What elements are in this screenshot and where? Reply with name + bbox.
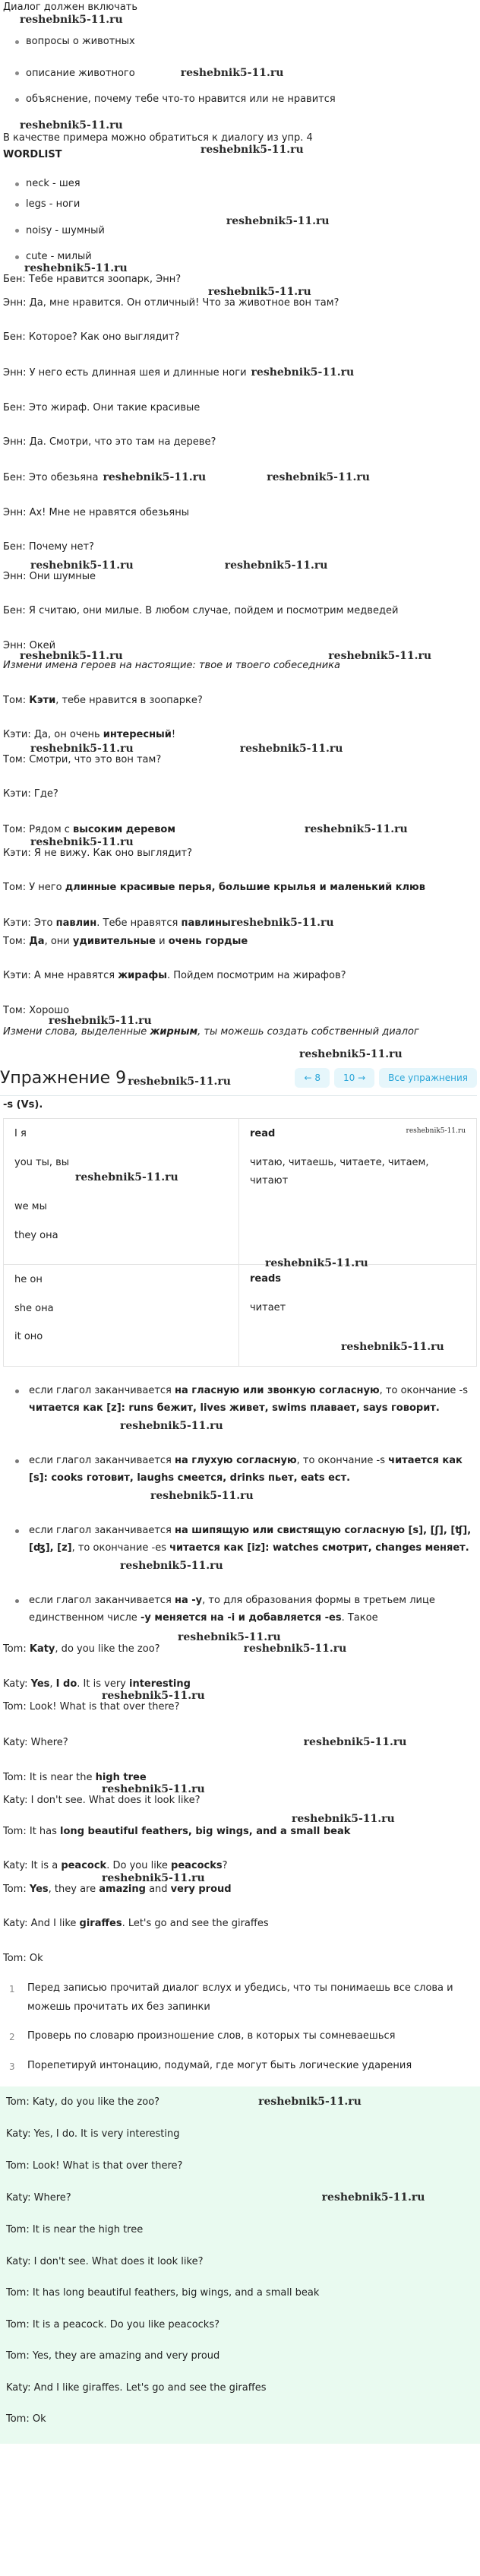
dialog-line: Бен: Это жираф. Они такие красивые — [3, 401, 201, 413]
conjugation-table — [3, 1118, 477, 1367]
pronoun: I я — [14, 1128, 27, 1140]
dialog-line: Энн: Да. Смотри, что это там на дереве? — [3, 436, 216, 448]
table-cell — [239, 1119, 477, 1265]
watermark: reshebnik5-11.ru — [341, 1341, 444, 1354]
dialog-line: Энн: Ах! Мне не нравятся обезьяны — [3, 506, 189, 518]
dialog-line: Энн: Окей — [3, 639, 56, 651]
dialog-line: Tom: Ok — [6, 2413, 46, 2425]
pronoun: we мы — [14, 1201, 47, 1213]
watermark: reshebnik5-11.ru — [292, 1812, 395, 1825]
watermark: reshebnik5-11.ru — [303, 1735, 407, 1748]
list-item: 2 Проверь по словарю произношение слов, в которых ты сомневаешься — [9, 2030, 396, 2043]
list-item: описание животного reshebnik5-11.ru — [15, 65, 477, 81]
table-cell — [239, 1257, 477, 1367]
dialog-line: Том: У него длинные красивые перья, большие крылья и маленький клюв — [3, 882, 425, 893]
watermark: reshebnik5-11.ru — [258, 2096, 362, 2109]
dialog-line: Tom: Katy, do you like the zoo? reshebnik5-11.ru — [3, 1641, 477, 1657]
watermark: reshebnik5-11.ru — [251, 366, 355, 379]
instruction: Измени слова, выделенные жирным, ты можешь создать собственный диалог — [3, 1026, 419, 1038]
dialog-line: Tom: Yes, they are amazing and very proud — [3, 1883, 232, 1895]
dialog-line: Tom: Katy, do you like the zoo? reshebnik5-11.ru — [6, 2094, 474, 2110]
watermark: reshebnik5-11.ru — [120, 1420, 223, 1433]
watermark: reshebnik5-11.ru — [30, 559, 134, 572]
wordlist-title: WORDLIST — [3, 149, 62, 160]
watermark: reshebnik5-11.ru — [265, 1257, 368, 1270]
exercise-title: Упражнение 9 — [0, 1068, 127, 1088]
dialog-line: Tom: Ok — [3, 1952, 43, 1964]
watermark: reshebnik5-11.ru — [406, 1127, 466, 1136]
steps-list — [3, 1979, 477, 2076]
intro-title: Диалог должен включать — [3, 2, 138, 13]
watermark: reshebnik5-11.ru — [328, 650, 431, 662]
dialog-line: Кэти: Это павлин. Тебе нравятся павлиныreshebnik5-11.ru — [3, 915, 477, 931]
dialog-line: Tom: Look! What is that over there? — [3, 1701, 180, 1713]
list-item: legs - ноги — [15, 197, 477, 212]
translation: читает — [250, 1301, 286, 1313]
grammar-note: -s (Vs). — [3, 1098, 43, 1111]
watermark: reshebnik5-11.ru — [20, 13, 123, 26]
dialog-line: Бен: Это обезьяна reshebnik5-11.ru reshebnik5-11.ru — [3, 470, 477, 486]
dialog-line: Энн: У него есть длинная шея и длинные ноги reshebnik5-11.ru — [3, 365, 477, 381]
dialog-line: Katy: Where? reshebnik5-11.ru — [3, 1735, 477, 1751]
list-item: cute - милый — [15, 249, 477, 265]
dialog-line: Katy: Where? reshebnik5-11.ru — [6, 2190, 474, 2206]
list-item: если глагол заканчивается на -y, то для образования формы в третьем лице единственном числе -y меняется на -i и добавляется -es. Такое — [14, 1592, 477, 1630]
dialog-line: Katy: I don't see. What does it look like? — [3, 1795, 201, 1807]
example-note: В качестве примера можно обратиться к диалогу из упр. 4 — [3, 131, 313, 144]
rules-list — [3, 1382, 477, 1630]
intro-list — [3, 34, 477, 107]
dialog-line: Tom: It has long beautiful feathers, big wings, and a small beak — [6, 2287, 320, 2299]
watermark: reshebnik5-11.ru — [201, 144, 304, 156]
list-item: noisy - шумныйreshebnik5-11.ru — [15, 223, 477, 239]
watermark: reshebnik5-11.ru — [226, 214, 330, 227]
watermark: reshebnik5-11.ru — [20, 650, 123, 662]
all-exercises-button[interactable]: Все упражнения — [379, 1068, 477, 1088]
pronoun: he он — [14, 1274, 43, 1286]
list-item: neck - шея — [15, 176, 477, 192]
watermark: reshebnik5-11.ru — [102, 1690, 205, 1703]
dialog-line: Кэти: Я не вижу. Как оно выглядит? — [3, 847, 192, 859]
dialog-line: Katy: Yes, I do. It is very interesting — [6, 2128, 180, 2140]
watermark: reshebnik5-11.ru — [230, 916, 334, 929]
watermark: reshebnik5-11.ru — [243, 1642, 347, 1655]
dialog-line: Бен: Которое? Как оно выглядит? — [3, 331, 180, 343]
dialog-line: Том: Рядом с высоким деревом reshebnik5-11.ru — [3, 822, 477, 838]
next-exercise-button[interactable]: 10 → — [334, 1068, 374, 1088]
watermark: reshebnik5-11.ru — [49, 1015, 152, 1027]
dialog-line: Том: Хорошо — [3, 1004, 70, 1016]
watermark: reshebnik5-11.ru — [224, 559, 328, 572]
prev-exercise-button[interactable]: ← 8 — [295, 1068, 330, 1088]
watermark: reshebnik5-11.ru — [24, 262, 128, 274]
dialog-line: Том: Смотри, что это вон там? — [3, 753, 162, 765]
list-item: 1 Перед записью прочитай диалог вслух и убедись, что ты понимаешь все слова и можешь прочитать их без запинки — [9, 1982, 453, 2013]
dialog-line: Tom: It has long beautiful feathers, big wings, and a small beak — [3, 1825, 351, 1837]
watermark: reshebnik5-11.ru — [267, 471, 370, 483]
dialog-line: Кэти: Где? — [3, 788, 58, 800]
pronoun: you ты, выreshebnik5-11.ru — [14, 1155, 228, 1187]
dialog-line: Энн: Да, мне нравится. Он отличный! Что за животное вон там? — [3, 296, 339, 309]
dialog-line: Tom: It is near the high tree — [3, 1771, 147, 1783]
translation: читаю, читаешь, читаете, читаем, читают — [250, 1156, 429, 1187]
dialog-line: Katy: It is a peacock. Do you like peacocks? — [3, 1860, 228, 1872]
dialog-line: Tom: It is near the high tree — [6, 2224, 144, 2236]
watermark: reshebnik5-11.ru — [239, 742, 343, 755]
list-item: если глагол заканчивается на гласную или звонкую согласную, то окончание -s читается как [z]: runs бежит, lives живет, swims плавает, says говорит.reshebnik5-11.ru — [14, 1382, 477, 1437]
watermark: reshebnik5-11.ru — [150, 1490, 254, 1503]
exercise-nav — [295, 1068, 477, 1088]
pronoun: they она — [14, 1229, 58, 1241]
watermark: reshebnik5-11.ru — [75, 1171, 178, 1184]
pronoun: she она — [14, 1302, 54, 1314]
watermark: reshebnik5-11.ru — [102, 1871, 205, 1884]
table-cell — [4, 1119, 239, 1265]
dialog-line: Кэти: Да, он очень интересный! — [3, 729, 176, 740]
watermark: reshebnik5-11.ru — [208, 285, 311, 298]
exercise-header — [0, 1063, 477, 1096]
dialog-line: Katy: I don't see. What does it look like? — [6, 2255, 204, 2267]
watermark: reshebnik5-11.ru — [20, 119, 123, 131]
watermark: reshebnik5-11.ru — [180, 67, 284, 79]
dialog-line: Кэти: А мне нравятся жирафы. Пойдем посмотрим на жирафов? — [3, 970, 346, 981]
list-item: 3 Порепетируй интонацию, подумай, где могут быть логические ударения — [9, 2060, 412, 2073]
pronoun: it оно — [14, 1331, 43, 1343]
watermark: reshebnik5-11.ru — [102, 1783, 205, 1796]
watermark: reshebnik5-11.ru — [30, 742, 134, 755]
dialog-line: Бен: Я считаю, они милые. В любом случае, пойдем и посмотрим медведей — [3, 605, 399, 616]
wordlist — [3, 176, 477, 265]
list-item: вопросы о животных — [15, 34, 477, 49]
dialog-line: Бен: Почему нет? — [3, 541, 94, 553]
verb-form: reads — [250, 1273, 282, 1285]
watermark: reshebnik5-11.ru — [103, 471, 207, 483]
dialog-line: Том: Кэти, тебе нравится в зоопарке? — [3, 694, 203, 706]
table-row — [4, 1265, 477, 1367]
dialog-line: Энн: Они шумные — [3, 570, 96, 582]
watermark: reshebnik5-11.ru — [30, 835, 134, 848]
watermark: reshebnik5-11.ru — [304, 822, 408, 835]
list-item: если глагол заканчивается на шипящую или свистящую согласную [s], [ʃ], [ʧ], [ʤ], [z], то окончание -es читается как [iz]: watches смотрит, changes меняет.reshebnik5-11.ru — [14, 1522, 477, 1576]
watermark: reshebnik5-11.ru — [299, 1047, 403, 1060]
dialog-line: Бен: Тебе нравится зоопарк, Энн? — [3, 274, 182, 285]
verb-form: read — [250, 1128, 276, 1140]
dialog-line: Том: Да, они удивительные и очень гордые — [3, 935, 248, 947]
instruction: Измени имена героев на настоящие: твое и твоего собеседника — [3, 660, 340, 671]
watermark: reshebnik5-11.ru — [128, 1075, 231, 1088]
watermark: reshebnik5-11.ru — [120, 1560, 223, 1573]
dialog-line: Tom: It is a peacock. Do you like peacocks? — [6, 2318, 219, 2330]
list-item: если глагол заканчивается на глухую согласную, то окончание -s читается как [s]: cooks готовит, laughs смеется, drinks пьет, eats ест.reshebnik5-11.ru — [14, 1452, 477, 1507]
watermark: reshebnik5-11.ru — [178, 1630, 281, 1643]
watermark: reshebnik5-11.ru — [321, 2191, 425, 2204]
dialog-line: Katy: Yes, I do. It is very interesting — [3, 1678, 191, 1690]
read-aloud-box — [0, 2086, 480, 2444]
dialog-line: Tom: Look! What is that over there? — [6, 2159, 183, 2172]
dialog-line: Katy: And I like giraffes. Let's go and see the giraffes — [6, 2381, 267, 2394]
dialog-line: Tom: Yes, they are amazing and very proud — [6, 2350, 220, 2362]
list-item: объяснение, почему тебе что-то нравится или не нравится — [15, 92, 477, 107]
table-row — [4, 1119, 477, 1265]
dialog-line: Katy: And I like giraffes. Let's go and see the giraffes — [3, 1918, 269, 1930]
table-cell — [4, 1265, 239, 1367]
